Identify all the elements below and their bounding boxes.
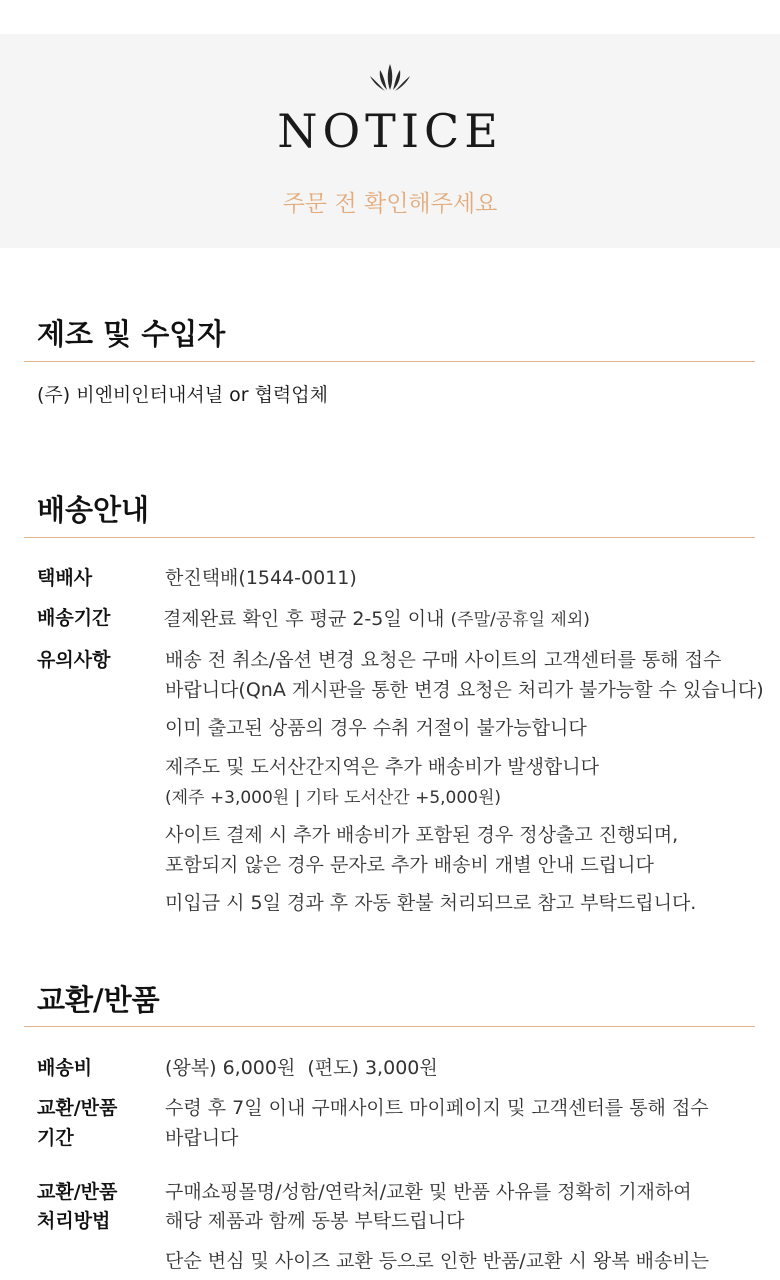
exchange-method-value: 단순 변심 및 사이즈 교환 등으로 인한 반품/교환 시 왕복 배송비는 [165,1250,710,1272]
notice-title: NOTICE [277,104,503,158]
section-divider [24,361,755,362]
shipping-section-title: 배송안내 [37,493,150,527]
note-line: 이미 출고된 상품의 경우 수취 거절이 불가능합니다 [165,717,587,739]
note-line: (제주 +3,000원 | 기타 도서산간 +5,000원) [165,788,502,808]
exchange-method-label: 처리방법 [37,1210,111,1232]
notice-subtitle: 주문 전 확인해주세요 [282,191,498,217]
exchange-method-value: 구매쇼핑몰명/성함/연락처/교환 및 반품 사유를 정확히 기재하여 [165,1181,692,1203]
shipping-period-value [163,604,590,635]
shipping-period-label: 배송기간 [37,607,111,629]
shipping-period-text: 결제완료 확인 후 평균 2-5일 이내 [163,608,445,630]
notice-header [0,34,780,248]
exchange-period-label: 교환/반품 [37,1097,118,1119]
courier-label: 택배사 [37,567,93,589]
section-divider [24,537,755,538]
exchange-method-label: 교환/반품 [37,1181,118,1203]
notes-label: 유의사항 [37,649,111,671]
manufacturer-text: (주) 비엔비인터내셔널 or 협력업체 [37,384,328,406]
lotus-logo-icon [366,60,414,94]
exchange-fee-value: (왕복) 6,000원 (편도) 3,000원 [165,1057,438,1079]
note-line: 사이트 결제 시 추가 배송비가 포함된 경우 정상출고 진행되며, [165,824,679,846]
courier-value: 한진택배(1544-0011) [165,567,357,589]
exchange-section-title: 교환/반품 [37,983,160,1017]
note-line: 미입금 시 5일 경과 후 자동 환불 처리되므로 참고 부탁드립니다. [165,892,697,914]
exchange-period-label: 기간 [37,1127,74,1149]
exchange-period-value: 수령 후 7일 이내 구매사이트 마이페이지 및 고객센터를 통해 접수 [165,1097,709,1119]
note-line: 바랍니다(QnA 게시판을 통한 변경 요청은 처리가 불가능할 수 있습니다) [165,679,764,701]
note-line: 배송 전 취소/옵션 변경 요청은 구매 사이트의 고객센터를 통해 접수 [165,649,722,671]
note-line: 제주도 및 도서산간지역은 추가 배송비가 발생합니다 [165,756,599,778]
exchange-period-value: 바랍니다 [165,1127,239,1149]
note-line: 포함되지 않은 경우 문자로 추가 배송비 개별 안내 드립니다 [165,854,654,876]
exchange-method-value: 해당 제품과 함께 동봉 부탁드립니다 [165,1210,465,1232]
shipping-period-note: (주말/공휴일 제외) [450,610,590,630]
manufacturer-section-title: 제조 및 수입자 [37,317,226,351]
exchange-fee-label: 배송비 [37,1057,93,1079]
section-divider [24,1026,755,1027]
